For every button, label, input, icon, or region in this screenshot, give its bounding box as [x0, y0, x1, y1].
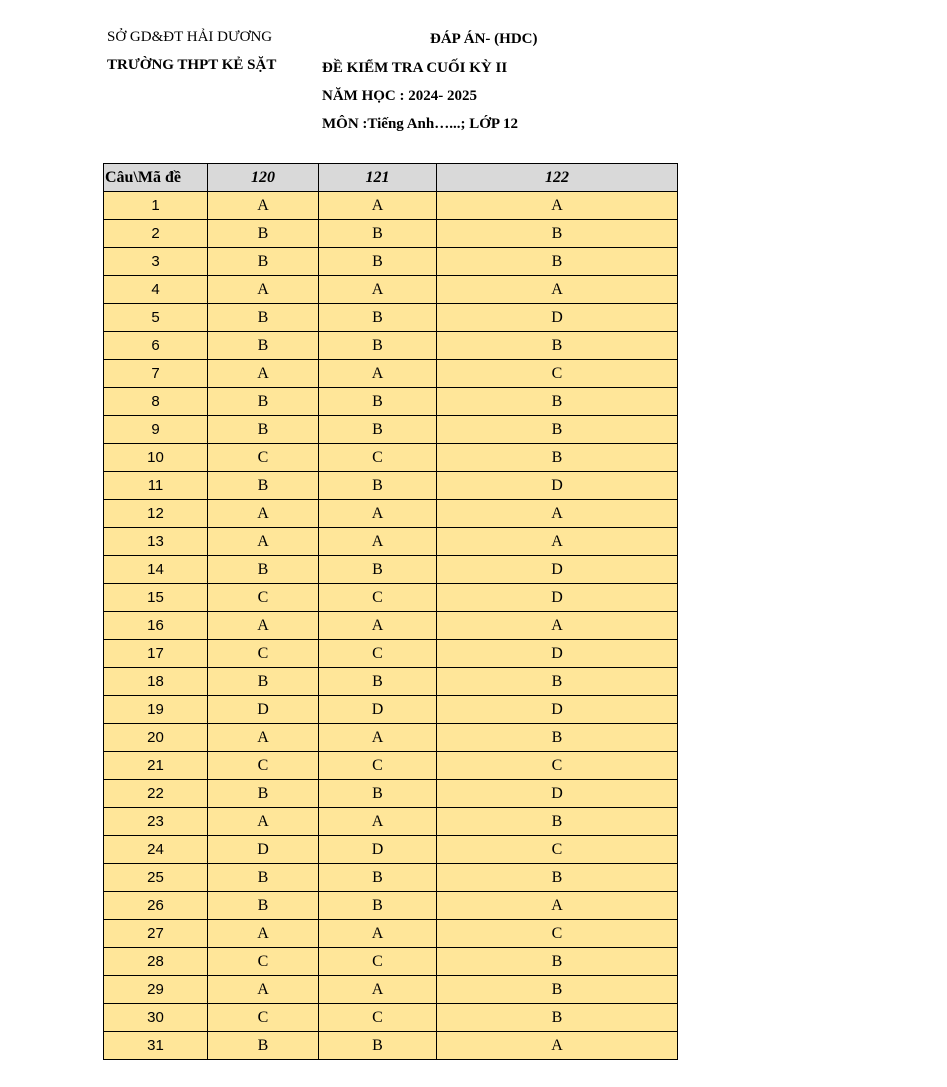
table-row [104, 584, 678, 612]
exam-title: ĐỀ KIỂM TRA CUỐI KỲ II [322, 60, 508, 76]
answer-cell: C [437, 752, 678, 780]
question-number: 17 [104, 640, 208, 668]
answer-cell: C [437, 360, 678, 388]
table-row [104, 500, 678, 528]
table-row [104, 752, 678, 780]
answer-cell: B [208, 556, 319, 584]
answer-cell: A [319, 528, 437, 556]
answer-cell: B [437, 864, 678, 892]
question-number: 5 [104, 304, 208, 332]
answer-cell: A [319, 612, 437, 640]
question-number: 12 [104, 500, 208, 528]
answer-cell: C [208, 752, 319, 780]
table-row [104, 472, 678, 500]
answer-cell: B [319, 248, 437, 276]
answer-cell: C [319, 752, 437, 780]
question-number: 26 [104, 892, 208, 920]
answer-cell: B [319, 556, 437, 584]
table-row [104, 556, 678, 584]
question-number: 25 [104, 864, 208, 892]
answer-cell: B [208, 892, 319, 920]
answer-cell: B [319, 332, 437, 360]
answer-cell: B [208, 332, 319, 360]
answer-cell: A [319, 920, 437, 948]
table-row [104, 388, 678, 416]
answer-cell: B [437, 332, 678, 360]
answer-cell: A [208, 976, 319, 1004]
answer-cell: B [319, 780, 437, 808]
answer-cell: B [437, 444, 678, 472]
table-row [104, 332, 678, 360]
answer-cell: C [208, 584, 319, 612]
answer-cell: B [437, 976, 678, 1004]
answer-cell: B [208, 304, 319, 332]
table-row [104, 836, 678, 864]
table-row [104, 724, 678, 752]
answer-cell: D [437, 556, 678, 584]
table-row [104, 668, 678, 696]
table-row [104, 808, 678, 836]
answer-cell: D [437, 696, 678, 724]
answer-cell: C [319, 948, 437, 976]
table-row [104, 304, 678, 332]
question-number: 28 [104, 948, 208, 976]
answer-cell: B [208, 416, 319, 444]
answer-cell: C [208, 640, 319, 668]
answer-cell: C [437, 920, 678, 948]
question-number: 23 [104, 808, 208, 836]
answer-cell: C [319, 640, 437, 668]
answer-cell: D [437, 584, 678, 612]
document-type: ĐÁP ÁN- (HDC) [430, 31, 538, 47]
question-number: 27 [104, 920, 208, 948]
answer-cell: B [319, 668, 437, 696]
table-row [104, 248, 678, 276]
answer-cell: A [208, 808, 319, 836]
table-row [104, 360, 678, 388]
table-row [104, 612, 678, 640]
question-number: 16 [104, 612, 208, 640]
answer-cell: B [208, 780, 319, 808]
answer-cell: B [437, 248, 678, 276]
table-row [104, 220, 678, 248]
answer-cell: A [319, 192, 437, 220]
answer-cell: B [319, 864, 437, 892]
answer-cell: A [319, 360, 437, 388]
answer-cell: B [319, 472, 437, 500]
answer-cell: B [319, 388, 437, 416]
answer-cell: A [319, 724, 437, 752]
answer-cell: B [319, 304, 437, 332]
subject-line: MÔN :Tiếng Anh…...; LỚP 12 [322, 116, 518, 132]
question-number: 22 [104, 780, 208, 808]
answer-cell: D [437, 780, 678, 808]
answer-cell: A [437, 612, 678, 640]
answer-cell: A [319, 500, 437, 528]
question-number: 4 [104, 276, 208, 304]
answer-cell: C [319, 584, 437, 612]
table-row [104, 976, 678, 1004]
answer-cell: A [208, 612, 319, 640]
answer-cell: A [319, 976, 437, 1004]
answer-cell: B [208, 1032, 319, 1060]
answer-cell: A [208, 528, 319, 556]
table-row [104, 1032, 678, 1060]
answer-cell: B [437, 808, 678, 836]
answer-cell: B [437, 1004, 678, 1032]
answer-cell: B [319, 416, 437, 444]
answer-cell: D [208, 836, 319, 864]
question-number: 15 [104, 584, 208, 612]
answer-cell: B [437, 388, 678, 416]
answer-cell: B [319, 1032, 437, 1060]
exam-code-header: 121 [319, 164, 437, 192]
table-row [104, 444, 678, 472]
answer-cell: B [437, 668, 678, 696]
answer-cell: B [437, 724, 678, 752]
answer-cell: C [437, 836, 678, 864]
answer-cell: D [437, 304, 678, 332]
answer-cell: C [208, 948, 319, 976]
question-number: 3 [104, 248, 208, 276]
answer-cell: B [437, 416, 678, 444]
answer-cell: B [319, 892, 437, 920]
question-number: 1 [104, 192, 208, 220]
answer-cell: D [319, 696, 437, 724]
answer-cell: A [437, 500, 678, 528]
answer-cell: A [208, 276, 319, 304]
answer-cell: A [437, 528, 678, 556]
table-row [104, 276, 678, 304]
answer-cell: A [208, 724, 319, 752]
answer-cell: B [208, 668, 319, 696]
question-number: 24 [104, 836, 208, 864]
answer-cell: A [208, 192, 319, 220]
question-number: 14 [104, 556, 208, 584]
school-name: TRƯỜNG THPT KẺ SẶT [107, 57, 277, 73]
answer-cell: B [437, 220, 678, 248]
question-number: 6 [104, 332, 208, 360]
table-row [104, 640, 678, 668]
answer-cell: B [208, 864, 319, 892]
corner-header: Câu\Mã đề [104, 164, 208, 192]
answer-cell: D [208, 696, 319, 724]
question-number: 7 [104, 360, 208, 388]
department-name: SỞ GD&ĐT HẢI DƯƠNG [107, 29, 273, 45]
table-row [104, 528, 678, 556]
answer-cell: A [437, 276, 678, 304]
question-number: 10 [104, 444, 208, 472]
answer-cell: A [319, 808, 437, 836]
question-number: 11 [104, 472, 208, 500]
question-number: 18 [104, 668, 208, 696]
table-row [104, 416, 678, 444]
school-year: NĂM HỌC : 2024- 2025 [322, 88, 477, 104]
table-row [104, 192, 678, 220]
answer-cell: B [208, 248, 319, 276]
answer-cell: A [208, 360, 319, 388]
answer-cell: B [208, 220, 319, 248]
question-number: 29 [104, 976, 208, 1004]
table-row [104, 864, 678, 892]
question-number: 19 [104, 696, 208, 724]
table-row [104, 892, 678, 920]
table-row [104, 948, 678, 976]
exam-code-header: 122 [437, 164, 678, 192]
answer-cell: B [437, 948, 678, 976]
table-header-row [104, 164, 678, 192]
answer-rows [104, 192, 678, 1060]
question-number: 20 [104, 724, 208, 752]
answer-cell: B [208, 472, 319, 500]
answer-key-table [103, 163, 678, 1060]
question-number: 21 [104, 752, 208, 780]
table-row [104, 696, 678, 724]
question-number: 31 [104, 1032, 208, 1060]
answer-cell: C [319, 1004, 437, 1032]
answer-cell: B [208, 388, 319, 416]
question-number: 2 [104, 220, 208, 248]
table-row [104, 920, 678, 948]
question-number: 30 [104, 1004, 208, 1032]
table-row [104, 1004, 678, 1032]
answer-cell: A [437, 892, 678, 920]
answer-cell: A [319, 276, 437, 304]
question-number: 8 [104, 388, 208, 416]
question-number: 13 [104, 528, 208, 556]
answer-cell: C [208, 444, 319, 472]
answer-cell: D [437, 640, 678, 668]
answer-cell: C [208, 1004, 319, 1032]
question-number: 9 [104, 416, 208, 444]
answer-cell: A [208, 500, 319, 528]
answer-cell: D [319, 836, 437, 864]
answer-cell: A [437, 1032, 678, 1060]
exam-code-header: 120 [208, 164, 319, 192]
answer-cell: B [319, 220, 437, 248]
table-row [104, 780, 678, 808]
answer-cell: D [437, 472, 678, 500]
answer-cell: C [319, 444, 437, 472]
answer-cell: A [208, 920, 319, 948]
answer-cell: A [437, 192, 678, 220]
